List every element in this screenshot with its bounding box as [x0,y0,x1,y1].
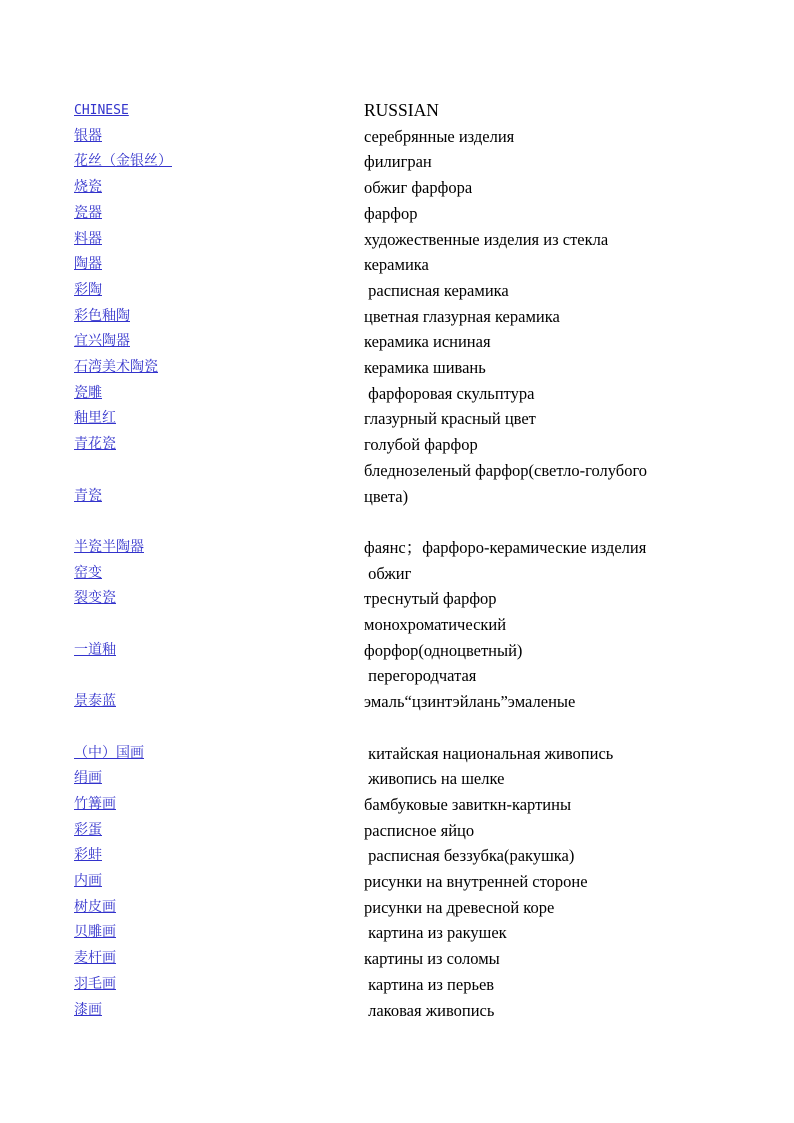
russian-translation-text: монохроматический форфор(одноцветный) [364,615,523,660]
table-row [74,792,674,818]
russian-translation-text: керамика [364,255,429,275]
russian-translation-text: перегородчатая эмаль“цзинтэйлань”эмаленые [364,666,576,712]
chinese-term-link[interactable]: 青花瓷 [74,436,116,453]
chinese-term-link[interactable]: 釉里红 [74,410,116,427]
chinese-term-link[interactable]: 贝雕画 [74,924,116,941]
chinese-term-link[interactable]: 宜兴陶器 [74,333,130,350]
table-row [74,406,674,432]
chinese-term-link[interactable]: 竹篝画 [74,795,116,812]
russian-translation-text: глазурный красный цвет [364,409,536,429]
table-row [74,972,674,998]
chinese-term-cell [74,252,364,278]
chinese-term-cell [74,278,364,304]
chinese-term-link[interactable]: 陶器 [74,256,102,273]
chinese-term-cell [74,355,364,381]
russian-translation-cell [364,458,674,509]
russian-translation-cell [364,586,674,612]
chinese-term-cell [74,586,364,612]
russian-translation-cell [364,792,674,818]
chinese-term-link[interactable]: 烧瓷 [74,179,102,196]
chinese-term-cell [74,509,364,560]
russian-translation-cell [364,946,674,972]
table-row [74,998,674,1024]
chinese-term-link[interactable]: 料器 [74,230,102,247]
russian-translation-cell [364,663,674,714]
chinese-term-cell [74,175,364,201]
russian-translation-text: голубой фарфор [364,435,478,455]
russian-translation-cell [364,227,674,253]
russian-translation-cell [364,175,674,201]
chinese-term-link[interactable]: 青瓷 [74,487,102,504]
table-row [74,329,674,355]
russian-translation-cell [364,869,674,895]
chinese-term-link[interactable]: 羽毛画 [74,975,116,992]
chinese-term-link[interactable]: 石湾美术陶瓷 [74,359,158,376]
table-row [74,304,674,330]
russian-translation-cell [364,355,674,381]
chinese-term-cell [74,766,364,792]
russian-translation-text: художественные изделия из стекла [364,229,609,249]
header-chinese-link[interactable]: CHINESE [74,103,129,118]
chinese-term-link[interactable]: 瓷雕 [74,384,102,401]
russian-translation-cell [364,509,674,560]
table-row [74,201,674,227]
header-chinese-cell [74,98,364,124]
russian-translation-cell [364,612,674,663]
russian-translation-text: бамбуковые завиткн-картины [364,794,572,814]
chinese-term-cell [74,792,364,818]
table-row [74,227,674,253]
russian-translation-text: керамика исниная [364,332,491,352]
table-row [74,895,674,921]
chinese-term-link[interactable]: 花丝（金银丝） [74,153,172,170]
chinese-term-cell [74,946,364,972]
chinese-term-link[interactable]: 树皮画 [74,898,116,915]
table-row [74,920,674,946]
russian-translation-cell [364,432,674,458]
chinese-term-cell [74,304,364,330]
chinese-term-cell [74,381,364,407]
chinese-term-cell [74,998,364,1024]
table-row [74,818,674,844]
chinese-term-link[interactable]: 景泰蓝 [74,693,116,710]
chinese-term-link[interactable]: 彩色釉陶 [74,307,130,324]
russian-translation-cell [364,252,674,278]
chinese-term-cell [74,406,364,432]
table-row [74,149,674,175]
chinese-term-link[interactable]: 内画 [74,873,102,890]
chinese-term-cell [74,329,364,355]
table-row [74,355,674,381]
table-row [74,432,674,458]
table-row [74,561,674,587]
chinese-term-link[interactable]: 漆画 [74,1001,102,1018]
russian-translation-cell [364,920,674,946]
chinese-term-cell [74,124,364,150]
russian-translation-text: картина из ракушек [364,923,507,943]
russian-translation-text: обжиг фарфора [364,178,473,198]
russian-translation-text: серебрянные изделия [364,126,515,146]
russian-translation-text: картины из соломы [364,949,500,969]
chinese-term-link[interactable]: 瓷器 [74,204,102,221]
chinese-term-link[interactable]: 彩陶 [74,281,102,298]
chinese-term-cell [74,818,364,844]
russian-translation-text: керамика шивань [364,358,486,378]
russian-translation-cell [364,278,674,304]
russian-translation-text: филигран [364,152,432,172]
header-row [74,98,674,124]
table-row [74,715,674,766]
chinese-term-cell [74,920,364,946]
table-row [74,278,674,304]
header-russian-cell: RUSSIAN [364,100,439,120]
russian-translation-text: фарфоровая скульптура [364,383,535,403]
glossary-table [74,98,674,1023]
table-row [74,252,674,278]
russian-translation-text: рисунки на внутренней стороне [364,872,588,892]
chinese-term-link[interactable]: 一道釉 [74,641,116,658]
chinese-term-link[interactable]: 裂变瓷 [74,590,116,607]
table-row [74,612,674,663]
chinese-term-link[interactable]: 半瓷半陶器 [74,538,144,555]
chinese-term-cell [74,715,364,766]
table-row [74,766,674,792]
table-row [74,843,674,869]
russian-translation-text: китайская национальная живопись [364,743,614,763]
russian-translation-cell [364,998,674,1024]
chinese-term-cell [74,458,364,509]
table-row [74,381,674,407]
russian-translation-cell [364,715,674,766]
russian-translation-text: рисунки на древесной коре [364,897,555,917]
chinese-term-link[interactable]: 绢画 [74,770,102,787]
chinese-term-cell [74,843,364,869]
chinese-term-link[interactable]: 窑变 [74,564,102,581]
chinese-term-link[interactable]: 麦杆画 [74,950,116,967]
russian-translation-cell [364,843,674,869]
table-row [74,509,674,560]
russian-translation-text: расписная беззубка(ракушка) [364,846,575,866]
russian-translation-text: живопись на шелке [364,769,505,789]
chinese-term-cell [74,432,364,458]
russian-translation-text: обжиг [364,563,412,583]
chinese-term-cell [74,149,364,175]
russian-translation-cell [364,895,674,921]
chinese-term-cell [74,972,364,998]
chinese-term-cell [74,612,364,663]
russian-translation-cell [364,406,674,432]
table-row [74,869,674,895]
russian-translation-text: фарфор [364,203,418,223]
chinese-term-cell [74,201,364,227]
chinese-term-cell [74,561,364,587]
chinese-term-cell [74,869,364,895]
russian-translation-cell [364,561,674,587]
russian-translation-cell [364,124,674,150]
russian-translation-cell [364,149,674,175]
chinese-term-link[interactable]: （中）国画 [74,744,144,761]
chinese-term-cell [74,895,364,921]
russian-translation-text: треснутый фарфор [364,589,497,609]
chinese-term-link[interactable]: 银器 [74,127,102,144]
russian-translation-text: фаянс；фарфоро-керамические изделия [364,537,647,557]
russian-translation-cell [364,304,674,330]
table-row [74,124,674,150]
table-row [74,663,674,714]
russian-translation-text: лаковая живопись [364,1000,495,1020]
russian-translation-text: расписная керамика [364,280,509,300]
glossary-body [74,98,674,1023]
chinese-term-link[interactable]: 彩蚌 [74,847,102,864]
russian-translation-text: цветная глазурная керамика [364,306,560,326]
table-row [74,175,674,201]
russian-translation-text: бледнозеленый фарфор(светло-голубого цвета) [364,460,652,506]
russian-translation-cell [364,818,674,844]
table-row [74,458,674,509]
russian-translation-cell [364,766,674,792]
chinese-term-link[interactable]: 彩蛋 [74,821,102,838]
russian-translation-cell [364,201,674,227]
chinese-term-cell [74,663,364,714]
russian-translation-cell [364,329,674,355]
russian-translation-cell [364,381,674,407]
table-row [74,586,674,612]
table-row [74,946,674,972]
russian-translation-text: расписное яйцо [364,820,475,840]
russian-translation-text: картина из перьев [364,974,495,994]
chinese-term-cell [74,227,364,253]
russian-translation-cell [364,972,674,998]
